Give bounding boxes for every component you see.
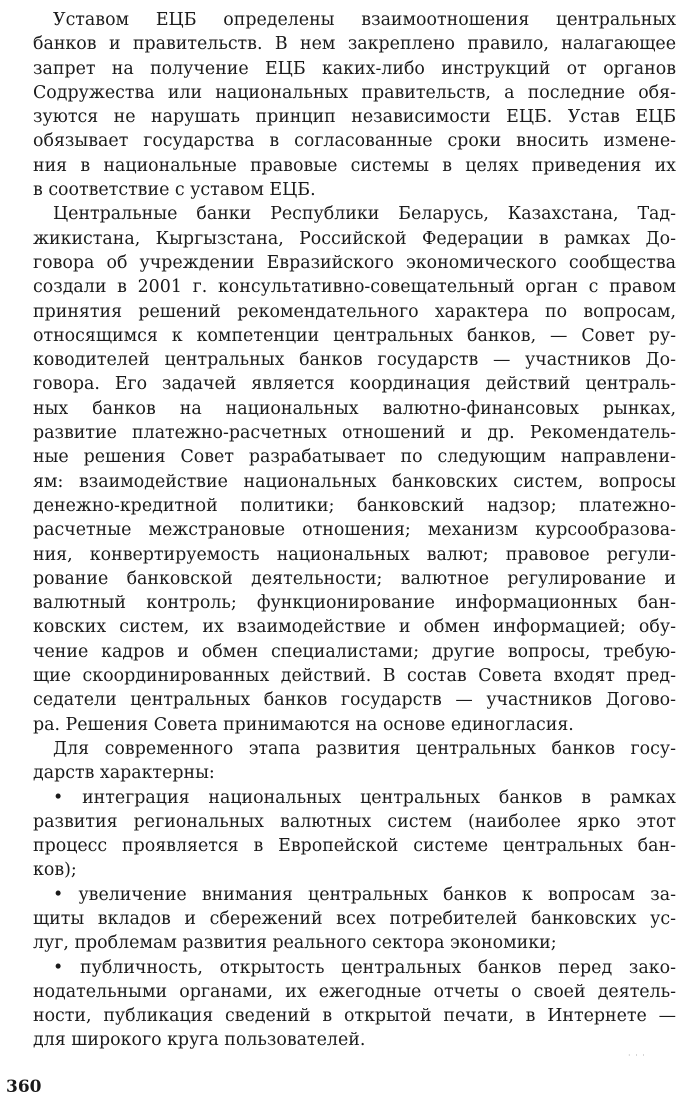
paragraph-line: ям: взаимодействие национальных банковских систем, вопросы (33, 471, 676, 492)
paragraph-line: жикистана, Кыргызстана, Российской Федерации в рамках До- (33, 228, 676, 249)
paragraph-line: расчетные межстрановые отношения; механизм курсообразова- (33, 520, 676, 541)
paragraph-line: щие скоординированных действий. В состав Совета входят пред- (33, 666, 676, 687)
bullet-publicity (33, 956, 676, 1053)
bullet-line: для широкого круга пользователей. (33, 1030, 366, 1051)
paragraph-line: запрет на получение ЕЦБ каких-либо инструкций от органов (33, 58, 676, 79)
bullet-deposit-protection (33, 883, 676, 956)
paragraph-line: ководителей центральных банков государств — участников До- (33, 350, 676, 371)
paragraph-line: Центральные банки Республики Беларусь, Казахстана, Тад- (53, 204, 676, 225)
bullet-line: луг, проблемам развития реального сектора экономики; (33, 933, 557, 954)
bullet-line: процесс проявляется в Европейской системе центральных бан- (33, 836, 676, 857)
paragraph-line: денежно-кредитной политики; банковский надзор; платежно- (33, 495, 676, 516)
paragraph-line: развитие платежно-расчетных отношений и др. Рекомендатель- (33, 423, 676, 444)
scan-artifact-mark: · · · (628, 1051, 646, 1060)
bullet-line: щиты вкладов и сбережений всех потребителей банковских ус- (33, 908, 676, 929)
bullet-line: развития региональных валютных систем (наиболее ярко этот (33, 811, 676, 832)
paragraph-line: говора об учреждении Евразийского экономического сообщества (33, 252, 676, 273)
paragraph-line: Для современного этапа развития центральных банков госу- (53, 738, 676, 759)
paragraph-line: ния в национальные правовые системы в целях приведения их (33, 155, 676, 176)
paragraph-line: Содружества или национальных правительств, а последние обя- (33, 82, 676, 103)
paragraph-line: банков и правительств. В нем закреплено правило, налагающее (33, 34, 676, 55)
paragraph-line: создали в 2001 г. консультативно-совещательный орган с правом (33, 277, 676, 298)
bullet-line: • увеличение внимания центральных банков к вопросам за- (53, 884, 676, 905)
paragraph-line: ных банков на национальных валютно-финансовых рынках, (33, 398, 676, 419)
paragraph-line: дарств характерны: (33, 763, 215, 784)
paragraph-charter (33, 8, 676, 202)
paragraph-eurasec-council (33, 202, 676, 737)
page-body (33, 8, 676, 1053)
page-number: 360 (6, 1077, 42, 1097)
paragraph-line: седатели центральных банков государств — участников Догово- (33, 690, 676, 711)
paragraph-line: зуются не нарушать принцип независимости ЕЦБ. Устав ЕЦБ (33, 107, 676, 128)
paragraph-line: ковских систем, их взаимодействие и обмен информацией; обу- (33, 617, 676, 638)
bullet-integration (33, 786, 676, 883)
paragraph-line: ния, конвертируемость национальных валют; правовое регули- (33, 544, 676, 565)
paragraph-line: принятия решений рекомендательного характера по вопросам, (33, 301, 676, 322)
bullet-line: нодательными органами, их ежегодные отчеты о своей деятель- (33, 981, 676, 1002)
paragraph-line: ра. Решения Совета принимаются на основе единогласия. (33, 714, 574, 735)
paragraph-line: говора. Его задачей является координация действий централь- (33, 374, 676, 395)
paragraph-line: Уставом ЕЦБ определены взаимоотношения центральных (53, 10, 676, 30)
paragraph-line: в соответствие с уставом ЕЦБ. (33, 180, 316, 201)
paragraph-line: ные решения Совет разрабатывает по следующим направлени- (33, 447, 676, 468)
paragraph-line: рование банковской деятельности; валютное регулирование и (33, 568, 676, 589)
bullet-line: ков); (33, 860, 77, 881)
bullet-line: ности, публикация сведений в открытой печати, в Интернете — (33, 1006, 676, 1027)
paragraph-line: обязывает государства в согласованные сроки вносить измене- (33, 131, 676, 152)
bullet-line: • публичность, открытость центральных банков перед зако- (53, 957, 676, 978)
paragraph-line: относящимся к компетенции центральных банков, — Совет ру- (33, 325, 676, 346)
paragraph-line: чение кадров и обмен специалистами; другие вопросы, требую- (33, 641, 676, 662)
bullet-line: • интеграция национальных центральных банков в рамках (53, 787, 676, 808)
paragraph-line: валютный контроль; функционирование информационных бан- (33, 593, 676, 614)
paragraph-modern-stage (33, 737, 676, 786)
